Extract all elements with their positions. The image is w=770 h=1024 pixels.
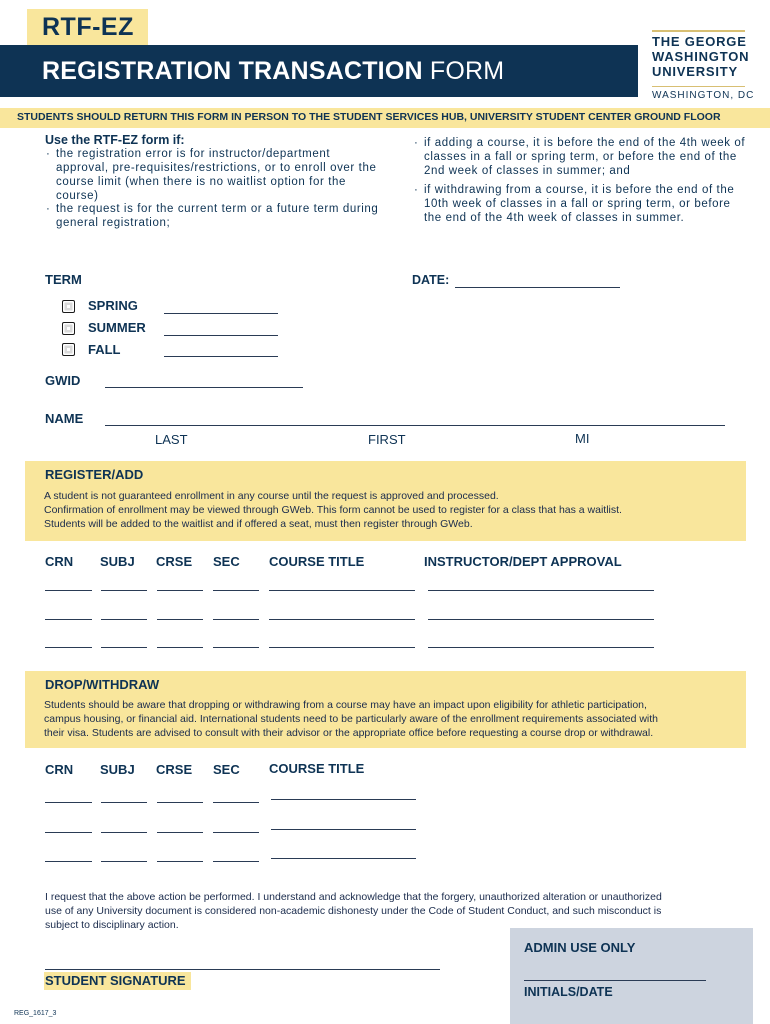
return-notice: STUDENTS SHOULD RETURN THIS FORM IN PERSON TO THE STUDENT SERVICES HUB, UNIVERSITY STUDENT CENTER GROUND FLOOR: [17, 111, 721, 123]
logo-bottom-rule: [652, 86, 745, 87]
drop-row-1-crn-field[interactable]: [45, 802, 92, 803]
drop-note-1: Students should be aware that dropping or withdrawing from a course may have an impact upon eligibility for athletic participation,: [44, 699, 647, 711]
logo-top-rule: [652, 30, 745, 32]
register-row-1-crn-field[interactable]: [45, 590, 92, 591]
register-col-crn: CRN: [45, 554, 74, 569]
drop-col-subj: SUBJ: [100, 762, 135, 777]
gwid-field[interactable]: [105, 387, 303, 388]
register-note-3: Students will be added to the waitlist and if offered a seat, must then register through GWeb.: [44, 518, 473, 530]
gwid-label: GWID: [45, 373, 81, 388]
fall-label: FALL: [88, 342, 121, 357]
drop-row-1-sec-field[interactable]: [213, 802, 259, 803]
drop-row-1-course-title-field[interactable]: [271, 799, 416, 800]
intro-right-bullet-2-text: if withdrawing from a course, it is before the end of the 10th week of classes in a fall or spring term, or before the end of the 4th week of classes in summer.: [424, 184, 735, 224]
drop-note-3: their visa. Students are advised to consult with their advisor or the appropriate office before requesting a course drop or withdrawal.: [44, 727, 654, 739]
form-code: RTF-EZ: [42, 13, 134, 41]
register-row-3-subj-field[interactable]: [101, 647, 147, 648]
spring-year-field[interactable]: [164, 313, 278, 314]
register-col-subj: SUBJ: [100, 554, 135, 569]
drop-row-2-crn-field[interactable]: [45, 832, 92, 833]
drop-row-1-subj-field[interactable]: [101, 802, 147, 803]
register-row-2-sec-field[interactable]: [213, 619, 259, 620]
register-row-1-crse-field[interactable]: [157, 590, 203, 591]
register-row-1-course-title-field[interactable]: [269, 590, 415, 591]
university-line-3: UNIVERSITY: [652, 64, 739, 79]
date-label: DATE:: [412, 273, 450, 287]
acknowledgement-line-2: use of any University document is considered non-academic dishonesty under the Code of Student Conduct, and such misconduct is: [45, 905, 662, 917]
intro-left-bullet-1-text: the registration error is for instructor/department approval, pre-requisites/restrictions, or to enroll over the course limit (when there is no waitlist option for the course): [56, 148, 377, 202]
drop-col-crse: CRSE: [156, 762, 193, 777]
drop-row-2-crse-field[interactable]: [157, 832, 203, 833]
drop-row-3-crse-field[interactable]: [157, 861, 203, 862]
summer-year-field[interactable]: [164, 335, 278, 336]
register-row-3-course-title-field[interactable]: [269, 647, 415, 648]
admin-use-title: ADMIN USE ONLY: [524, 940, 636, 955]
signature-field[interactable]: [45, 969, 440, 970]
drop-note-2: campus housing, or financial aid. International students need to be particularly aware of the enrollment requirements associated with: [44, 713, 659, 725]
fall-year-field[interactable]: [164, 356, 278, 357]
register-row-2-crn-field[interactable]: [45, 619, 92, 620]
register-add-heading: REGISTER/ADD: [45, 467, 144, 482]
intro-left-bullet-2: · the request is for the current term or a future term during general registration;: [46, 203, 379, 229]
form-title: [42, 57, 504, 86]
drop-col-crn: CRN: [45, 762, 74, 777]
acknowledgement-line-3: subject to disciplinary action.: [45, 919, 179, 931]
register-row-3-crn-field[interactable]: [45, 647, 92, 648]
register-col-course-title: COURSE TITLE: [269, 554, 365, 569]
drop-col-sec: SEC: [213, 762, 240, 777]
intro-right-bullet-1-text: if adding a course, it is before the end of the 4th week of classes in a fall or spring term, or before the end of the 2nd week of classes in summer; and: [424, 137, 746, 177]
register-row-1-sec-field[interactable]: [213, 590, 259, 591]
register-add-band: [25, 461, 746, 541]
form-revision-code: REG_1617_3: [14, 1010, 57, 1017]
register-row-2-approval-field[interactable]: [428, 619, 654, 620]
drop-row-2-sec-field[interactable]: [213, 832, 259, 833]
register-col-crse: CRSE: [156, 554, 193, 569]
form-title-light: FORM: [429, 57, 505, 85]
register-row-3-crse-field[interactable]: [157, 647, 203, 648]
middle-initial-label: MI: [575, 431, 590, 446]
university-line-2: WASHINGTON: [652, 49, 750, 64]
drop-row-2-subj-field[interactable]: [101, 832, 147, 833]
register-add-notes: [44, 489, 622, 531]
university-logo: [652, 34, 762, 79]
name-label: NAME: [45, 411, 84, 426]
drop-withdraw-band: [25, 671, 746, 748]
summer-label: SUMMER: [88, 320, 146, 335]
initials-date-label: INITIALS/DATE: [524, 985, 613, 999]
register-note-1: A student is not guaranteed enrollment in any course until the request is approved and processed.: [44, 490, 499, 502]
drop-row-2-course-title-field[interactable]: [271, 829, 416, 830]
register-row-3-approval-field[interactable]: [428, 647, 654, 648]
register-row-1-subj-field[interactable]: [101, 590, 147, 591]
drop-row-3-course-title-field[interactable]: [271, 858, 416, 859]
acknowledgement-line-1: I request that the above action be performed. I understand and acknowledge that the forgery, unauthorized alteration or unauthorized: [45, 891, 662, 903]
admin-use-box: [510, 928, 753, 1024]
summer-checkbox[interactable]: [62, 322, 75, 335]
intro-left-bullet-2-text: the request is for the current term or a future term during general registration;: [56, 203, 379, 229]
drop-row-3-crn-field[interactable]: [45, 861, 92, 862]
drop-row-1-crse-field[interactable]: [157, 802, 203, 803]
register-col-approval: INSTRUCTOR/DEPT APPROVAL: [424, 554, 622, 569]
name-field[interactable]: [105, 425, 725, 426]
initials-date-field[interactable]: [524, 980, 706, 981]
register-note-2: Confirmation of enrollment may be viewed through GWeb. This form cannot be used to register for a class that has a waitlist.: [44, 504, 622, 516]
register-row-3-sec-field[interactable]: [213, 647, 259, 648]
spring-label: SPRING: [88, 298, 138, 313]
intro-right-bullet-2: · if withdrawing from a course, it is before the end of the 10th week of classes in a fall or spring term, or before the end of the 4th week of classes in summer.: [414, 184, 735, 224]
intro-left-bullet-1: · the registration error is for instructor/department approval, pre-requisites/restrictions, or to enroll over the course limit (when there is no waitlist option for the course): [46, 148, 377, 202]
drop-row-3-subj-field[interactable]: [101, 861, 147, 862]
first-name-label: FIRST: [368, 432, 406, 447]
drop-withdraw-heading: DROP/WITHDRAW: [45, 677, 160, 692]
signature-label: STUDENT SIGNATURE: [45, 973, 186, 988]
form-title-bold: REGISTRATION TRANSACTION: [42, 57, 423, 85]
fall-checkbox[interactable]: [62, 343, 75, 356]
university-location: WASHINGTON, DC: [652, 90, 755, 101]
drop-withdraw-notes: [44, 698, 658, 740]
acknowledgement: [45, 890, 662, 932]
register-col-sec: SEC: [213, 554, 240, 569]
register-row-2-crse-field[interactable]: [157, 619, 203, 620]
university-line-1: THE GEORGE: [652, 34, 747, 49]
register-row-2-subj-field[interactable]: [101, 619, 147, 620]
drop-row-3-sec-field[interactable]: [213, 861, 259, 862]
spring-checkbox[interactable]: [62, 300, 75, 313]
date-field[interactable]: [455, 287, 620, 288]
term-label: TERM: [45, 272, 82, 287]
intro-heading: Use the RTF-EZ form if:: [45, 133, 185, 147]
register-row-1-approval-field[interactable]: [428, 590, 654, 591]
register-row-2-course-title-field[interactable]: [269, 619, 415, 620]
last-name-label: LAST: [155, 432, 188, 447]
intro-right-bullet-1: · if adding a course, it is before the end of the 4th week of classes in a fall or spring term, or before the end of the 2nd week of classes in summer; and: [414, 137, 746, 177]
drop-col-course-title: COURSE TITLE: [269, 761, 365, 776]
